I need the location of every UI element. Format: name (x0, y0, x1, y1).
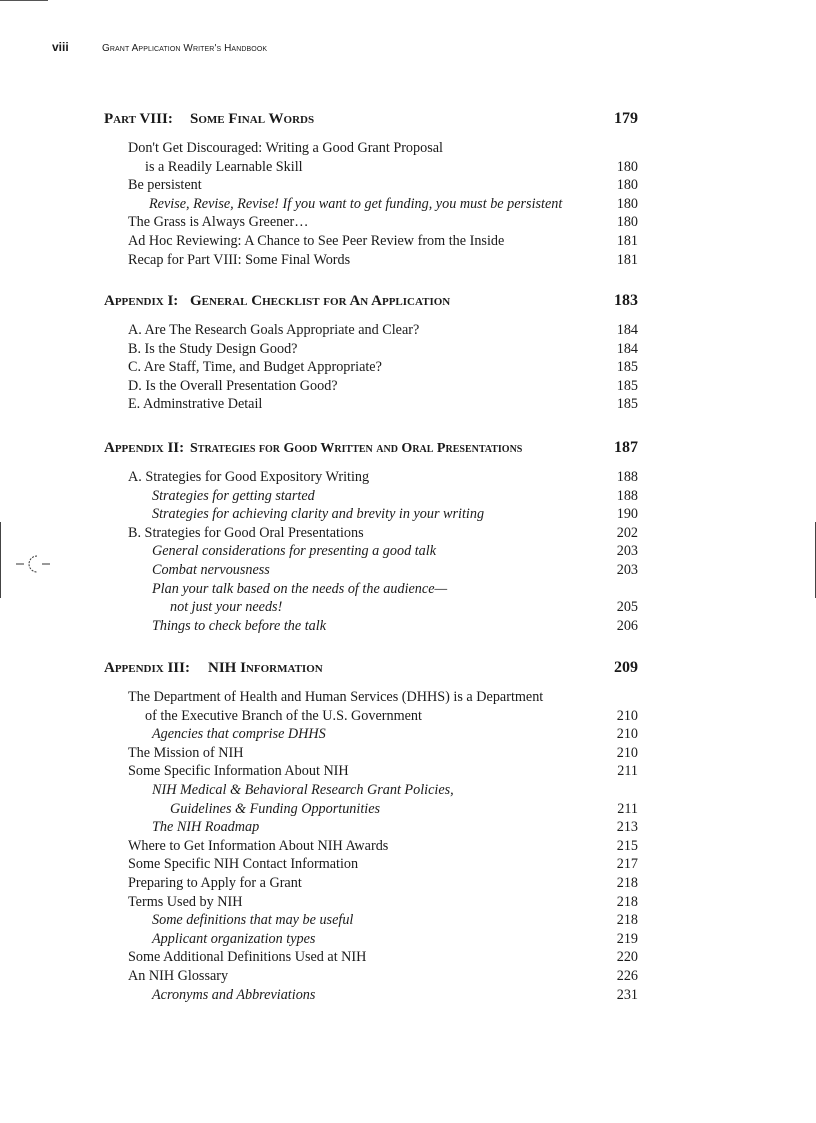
entry-text: Acronyms and Abbreviations (152, 986, 316, 1003)
entry-text: Ad Hoc Reviewing: A Chance to See Peer Review from the Inside (128, 232, 505, 249)
entry-page: 185 (616, 359, 638, 376)
toc-entry (104, 525, 638, 544)
toc-entry (104, 359, 638, 378)
toc-entry (104, 581, 638, 600)
entry-text: Some Specific Information About NIH (128, 763, 349, 780)
toc-entry (104, 912, 638, 931)
entry-text: The Department of Health and Human Services (DHHS) is a Department (128, 689, 544, 705)
toc-entry (104, 562, 638, 581)
toc-entry (104, 987, 638, 1006)
toc-entry (104, 196, 638, 215)
entry-page: 215 (616, 837, 638, 854)
toc-entry (104, 341, 638, 360)
entry-text: Strategies for getting started (152, 487, 315, 504)
toc-entry (104, 838, 638, 857)
section-page: 187 (614, 439, 638, 456)
entry-page: 211 (617, 763, 638, 780)
toc-entry (104, 396, 638, 415)
toc-entry (104, 894, 638, 913)
section-title: NIH Information (208, 660, 323, 676)
entry-page: 219 (616, 930, 638, 947)
entry-page: 180 (616, 158, 638, 175)
toc-entry (104, 599, 638, 618)
entry-page: 213 (616, 819, 638, 836)
toc-entry (104, 745, 638, 764)
entry-page: 181 (616, 232, 638, 249)
entry-page: 203 (616, 543, 638, 560)
toc-entry (104, 506, 638, 525)
toc-entry (104, 252, 638, 271)
section-page: 183 (614, 292, 638, 309)
entry-page: 180 (616, 214, 638, 231)
entry-page: 210 (616, 726, 638, 743)
entry-text: of the Executive Branch of the U.S. Government (145, 707, 422, 724)
entry-page: 188 (616, 469, 638, 485)
entry-page: 218 (616, 893, 638, 910)
toc-entry (104, 726, 638, 745)
entry-text: Revise, Revise, Revise! If you want to get funding, you must be persistent (149, 195, 563, 212)
entry-page: 185 (616, 377, 638, 394)
entry-page: 210 (616, 707, 638, 724)
crop-mark-top (0, 0, 48, 1)
entry-page: 202 (616, 524, 638, 541)
entry-text: NIH Medical & Behavioral Research Grant Policies, (152, 781, 454, 798)
running-header (52, 40, 267, 60)
section-page: 179 (614, 110, 638, 127)
section-label: Part VIII: (104, 111, 173, 127)
section-heading (104, 439, 638, 463)
entry-text: The Grass is Always Greener… (128, 214, 309, 231)
toc-section-appendix-ii (104, 439, 638, 636)
entry-page: 190 (616, 506, 638, 523)
entry-text: Applicant organization types (152, 930, 316, 947)
entry-text: The NIH Roadmap (152, 819, 260, 836)
entry-page: 181 (616, 251, 638, 268)
entry-text: Guidelines & Funding Opportunities (170, 800, 381, 817)
section-label: Appendix I: (104, 293, 179, 309)
toc-entry (104, 782, 638, 801)
entry-text: A. Are The Research Goals Appropriate and Clear? (128, 322, 420, 338)
running-title: Grant Application Writer's Handbook (102, 43, 268, 54)
entry-text: A. Strategies for Good Expository Writing (128, 469, 370, 485)
entry-page: 205 (616, 599, 638, 616)
toc-entry (104, 488, 638, 507)
entry-text: Some Additional Definitions Used at NIH (128, 949, 367, 966)
entry-page: 206 (616, 617, 638, 634)
registration-mark-icon (16, 551, 50, 577)
toc-entry (104, 875, 638, 894)
toc-entry (104, 856, 638, 875)
section-heading (104, 659, 638, 683)
toc-entry (104, 801, 638, 820)
entry-text: Where to Get Information About NIH Awards (128, 837, 389, 854)
entry-text: not just your needs! (170, 599, 283, 616)
toc-entry (104, 469, 638, 488)
entry-page: 220 (616, 949, 638, 966)
entry-page: 180 (616, 177, 638, 194)
section-label: Appendix III: (104, 660, 190, 676)
entry-text: Things to check before the talk (152, 617, 327, 634)
toc-entry (104, 378, 638, 397)
entry-text: Agencies that comprise DHHS (152, 726, 326, 743)
toc-entry (104, 159, 638, 178)
entry-page: 203 (616, 561, 638, 578)
toc-entry (104, 543, 638, 562)
toc-section-part-viii (104, 110, 638, 270)
toc-entry (104, 618, 638, 637)
section-title: Strategies for Good Written and Oral Presentations (190, 441, 523, 456)
entry-page: 184 (616, 322, 638, 338)
toc-entry (104, 322, 638, 341)
entry-text: Recap for Part VIII: Some Final Words (128, 251, 351, 268)
entry-text: E. Adminstrative Detail (128, 396, 263, 413)
section-title: Some Final Words (190, 111, 315, 127)
entry-page: 211 (617, 800, 638, 817)
entry-page: 185 (616, 396, 638, 413)
entry-text: Terms Used by NIH (128, 893, 243, 910)
entry-text: B. Strategies for Good Oral Presentations (128, 524, 364, 541)
toc-entry (104, 763, 638, 782)
section-label: Appendix II: (104, 440, 185, 456)
entry-text: General considerations for presenting a good talk (152, 543, 436, 560)
entry-page: 188 (616, 487, 638, 504)
entry-text: is a Readily Learnable Skill (145, 158, 303, 175)
entry-text: B. Is the Study Design Good? (128, 340, 298, 357)
section-title: General Checklist for An Application (190, 293, 451, 309)
entry-text: D. Is the Overall Presentation Good? (128, 377, 338, 394)
toc-section-appendix-iii (104, 659, 638, 1005)
entry-text: Don't Get Discouraged: Writing a Good Grant Proposal (128, 140, 443, 156)
toc-entry (104, 140, 638, 159)
entry-page: 218 (616, 912, 638, 929)
toc-entry (104, 233, 638, 252)
section-page: 209 (614, 659, 638, 676)
entry-text: Be persistent (128, 177, 202, 194)
entry-page: 184 (616, 340, 638, 357)
entry-page: 226 (616, 967, 638, 984)
toc-section-appendix-i (104, 292, 638, 415)
toc-entry (104, 177, 638, 196)
toc-entry (104, 949, 638, 968)
entry-text: An NIH Glossary (128, 967, 229, 984)
entry-text: Combat nervousness (152, 561, 270, 578)
crop-mark-left (0, 522, 1, 598)
page-folio: viii (52, 40, 69, 54)
section-heading (104, 292, 638, 316)
toc-entry (104, 708, 638, 727)
entry-page: 210 (616, 744, 638, 761)
entry-text: Plan your talk based on the needs of the audience— (152, 580, 448, 597)
toc-entry (104, 214, 638, 233)
toc-entry (104, 968, 638, 987)
entry-page: 218 (616, 874, 638, 891)
entry-text: The Mission of NIH (128, 744, 244, 761)
entry-page: 180 (616, 195, 638, 212)
entry-page: 231 (616, 986, 638, 1003)
section-heading (104, 110, 638, 134)
entry-text: Preparing to Apply for a Grant (128, 874, 302, 891)
toc-entry (104, 931, 638, 950)
entry-text: Some Specific NIH Contact Information (128, 856, 359, 873)
toc-entry (104, 689, 638, 708)
toc-entry (104, 819, 638, 838)
entry-page: 217 (616, 856, 638, 873)
entry-text: Strategies for achieving clarity and brevity in your writing (152, 506, 485, 523)
entry-text: Some definitions that may be useful (152, 912, 354, 929)
entry-text: C. Are Staff, Time, and Budget Appropriate? (128, 359, 382, 376)
